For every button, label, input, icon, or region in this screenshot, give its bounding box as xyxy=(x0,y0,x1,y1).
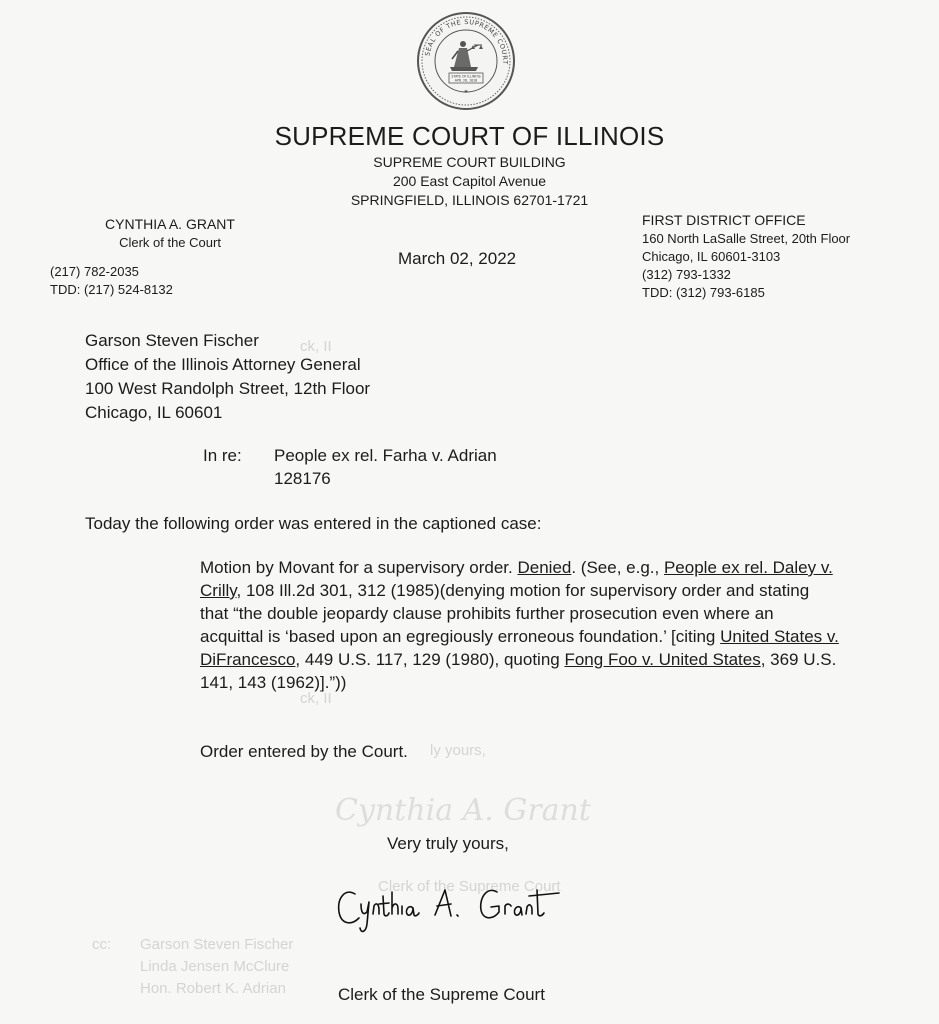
case-caption: People ex rel. Farha v. Adrian xyxy=(274,446,497,465)
in-re-label: In re: xyxy=(203,446,242,465)
court-city: SPRINGFIELD, ILLINOIS 62701-1721 xyxy=(350,192,589,208)
district-office-tdd: TDD: (312) 793-6185 xyxy=(642,285,765,300)
bleed-through-text: ck, II xyxy=(300,338,332,355)
svg-text:★: ★ xyxy=(463,89,469,95)
order-text-part: , 108 Ill.2d 301, 312 (1985)(denying motion for supervisory order and stating that “the double jeopardy clause prohibits further prosecution even where an acquittal is ‘based upon an egregiously erroneous foundation.’ [citing xyxy=(200,581,810,646)
court-street: 200 East Capitol Avenue xyxy=(392,173,547,189)
order-text-part: , 369 U.S. 141, 143 (1962)].”)) xyxy=(200,650,837,692)
bleed-through-text: cc: xyxy=(92,936,112,953)
recipient-street: 100 West Randolph Street, 12th Floor xyxy=(85,379,371,398)
bleed-through-text: Garson Steven Fischer xyxy=(140,936,294,953)
denied-ruling: Denied xyxy=(517,558,572,577)
closing: Very truly yours, xyxy=(387,834,509,853)
case-citation: United States v. DiFrancesco xyxy=(200,627,839,669)
court-seal xyxy=(416,11,516,111)
order-intro: Today the following order was entered in the captioned case: xyxy=(85,514,542,533)
recipient-office: Office of the Illinois Attorney General xyxy=(85,355,361,374)
bleed-through-text: Hon. Robert K. Adrian xyxy=(140,980,286,997)
order-text-part: . (See, e.g., xyxy=(571,558,664,577)
svg-text:APR. 26, 1818: APR. 26, 1818 xyxy=(454,78,478,83)
case-citation: People ex rel. Daley v. Crilly xyxy=(200,558,833,600)
bleed-through-text: ck, II xyxy=(300,690,332,707)
case-number: 128176 xyxy=(274,469,331,488)
bleed-through-text: Linda Jensen McClure xyxy=(140,958,290,975)
court-building: SUPREME COURT BUILDING xyxy=(373,154,566,170)
order-text xyxy=(200,556,840,694)
clerk-tdd: TDD: (217) 524-8132 xyxy=(50,282,173,297)
district-office-phone: (312) 793-1332 xyxy=(642,267,731,282)
bleed-through-text: ly yours, xyxy=(430,742,486,759)
court-title: SUPREME COURT OF ILLINOIS xyxy=(274,121,665,151)
clerk-name: CYNTHIA A. GRANT xyxy=(105,216,235,232)
order-text-part: Motion by Movant for a supervisory order. xyxy=(200,558,518,577)
district-office-city: Chicago, IL 60601-3103 xyxy=(642,249,781,264)
handwritten-signature xyxy=(333,880,573,950)
recipient-city: Chicago, IL 60601 xyxy=(85,403,223,422)
svg-text:SEAL OF THE SUPREME COURT: SEAL OF THE SUPREME COURT xyxy=(423,17,510,65)
district-office-street: 160 North LaSalle Street, 20th Floor xyxy=(642,231,851,246)
clerk-phone: (217) 782-2035 xyxy=(50,264,139,279)
bleed-through-signature: Cynthia A. Grant xyxy=(335,793,591,828)
order-entered-note: Order entered by the Court. xyxy=(200,742,408,761)
case-citation: Fong Foo v. United States xyxy=(564,650,761,669)
order-text-part: , 449 U.S. 117, 129 (1980), quoting xyxy=(295,650,565,669)
recipient-name: Garson Steven Fischer xyxy=(85,331,259,350)
svg-text:STATE OF ILLINOIS: STATE OF ILLINOIS xyxy=(451,74,481,79)
clerk-title: Clerk of the Court xyxy=(119,235,221,250)
letter-date: March 02, 2022 xyxy=(398,249,517,268)
district-office-title: FIRST DISTRICT OFFICE xyxy=(642,212,806,228)
signer-title: Clerk of the Supreme Court xyxy=(338,985,545,1004)
bleed-through-text: Clerk of the Supreme Court xyxy=(378,878,561,895)
